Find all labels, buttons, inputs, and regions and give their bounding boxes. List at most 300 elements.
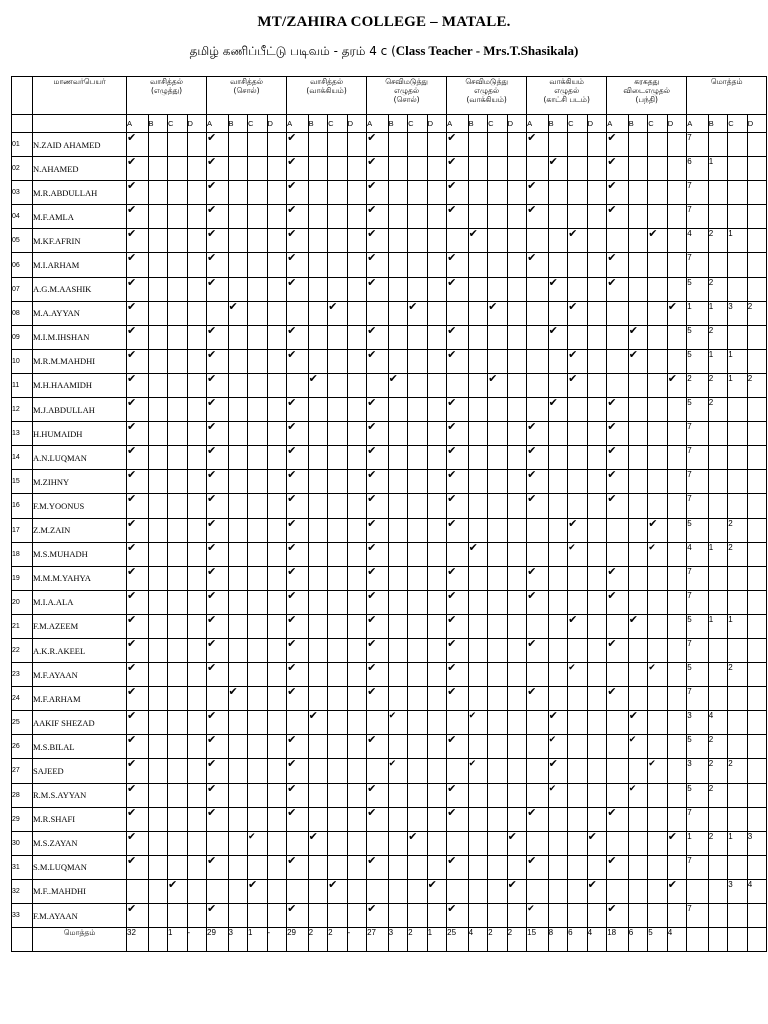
grade-cell (267, 590, 287, 614)
check-mark-icon: ✔ (607, 855, 629, 879)
grade-cell (408, 566, 428, 590)
grade-cell (228, 879, 248, 903)
student-total-cell (687, 879, 709, 903)
student-total-cell (747, 807, 767, 831)
grade-cell (267, 157, 287, 181)
table-row (12, 711, 767, 735)
check-mark-icon: ✔ (127, 711, 149, 735)
grade-letter-header: D (267, 115, 287, 133)
check-mark-icon: ✔ (548, 759, 568, 783)
check-mark-icon: ✔ (527, 566, 549, 590)
student-number: 24 (12, 687, 33, 711)
grade-cell (228, 446, 248, 470)
grade-cell (648, 157, 668, 181)
grade-cell (507, 301, 527, 325)
check-mark-icon: ✔ (287, 277, 309, 301)
grade-cell (308, 301, 328, 325)
grade-cell (168, 494, 188, 518)
grade-cell (488, 349, 508, 373)
totals-label: மொத்தம் (33, 928, 127, 952)
grade-cell (527, 759, 549, 783)
student-number: 07 (12, 277, 33, 301)
check-mark-icon: ✔ (328, 879, 348, 903)
student-total-cell (708, 181, 728, 205)
check-mark-icon: ✔ (127, 542, 149, 566)
check-mark-icon: ✔ (587, 831, 607, 855)
grade-cell (187, 277, 207, 301)
student-name: M.F..MAHDHI (33, 879, 127, 903)
grade-cell (628, 566, 648, 590)
check-mark-icon: ✔ (287, 181, 309, 205)
grade-cell (388, 614, 408, 638)
grade-cell (187, 253, 207, 277)
grade-cell (148, 373, 168, 397)
check-mark-icon: ✔ (568, 663, 588, 687)
grade-cell (207, 687, 229, 711)
column-total-cell: 29 (207, 928, 229, 952)
grade-cell (628, 663, 648, 687)
table-row (12, 855, 767, 879)
check-mark-icon: ✔ (628, 711, 648, 735)
student-total-cell (708, 446, 728, 470)
grade-cell (648, 422, 668, 446)
check-mark-icon: ✔ (207, 325, 229, 349)
check-mark-icon: ✔ (248, 879, 268, 903)
grade-cell (287, 879, 309, 903)
grade-cell (548, 301, 568, 325)
student-name: F.M.YOONUS (33, 494, 127, 518)
check-mark-icon: ✔ (447, 133, 469, 157)
grade-cell (488, 879, 508, 903)
student-total-cell (728, 807, 748, 831)
grade-cell (347, 687, 367, 711)
check-mark-icon: ✔ (127, 687, 149, 711)
grade-letter-header: D (187, 115, 207, 133)
grade-cell (587, 422, 607, 446)
grade-cell (628, 590, 648, 614)
grade-cell (447, 373, 469, 397)
grade-cell (168, 735, 188, 759)
grade-cell (488, 422, 508, 446)
grade-cell (267, 855, 287, 879)
check-mark-icon: ✔ (308, 373, 328, 397)
check-mark-icon: ✔ (287, 759, 309, 783)
grade-cell (248, 422, 268, 446)
check-mark-icon: ✔ (527, 470, 549, 494)
grade-cell (347, 518, 367, 542)
grade-cell (148, 446, 168, 470)
grade-cell (347, 398, 367, 422)
grade-cell (527, 663, 549, 687)
check-mark-icon: ✔ (447, 446, 469, 470)
grade-cell (148, 205, 168, 229)
grade-cell (347, 133, 367, 157)
grade-cell (427, 373, 447, 397)
student-total-cell (728, 446, 748, 470)
grade-cell (568, 157, 588, 181)
student-name: A.N.LUQMAN (33, 446, 127, 470)
skill-group-label-line2: (எழுத்து) (150, 86, 183, 95)
grade-cell (328, 566, 348, 590)
table-row (12, 325, 767, 349)
grade-cell (308, 855, 328, 879)
student-total-cell: 7 (687, 855, 709, 879)
check-mark-icon: ✔ (388, 373, 408, 397)
check-mark-icon: ✔ (228, 687, 248, 711)
grade-cell (187, 711, 207, 735)
grade-cell (568, 566, 588, 590)
grade-cell (328, 687, 348, 711)
check-mark-icon: ✔ (447, 277, 469, 301)
grade-cell (267, 253, 287, 277)
grade-cell (427, 542, 447, 566)
column-total-cell: 15 (527, 928, 549, 952)
grade-cell (228, 831, 248, 855)
check-mark-icon: ✔ (127, 349, 149, 373)
check-mark-icon: ✔ (548, 398, 568, 422)
student-total-cell: 5 (687, 325, 709, 349)
grade-cell (168, 855, 188, 879)
grade-cell (427, 831, 447, 855)
grade-cell (347, 638, 367, 662)
grade-cell (568, 879, 588, 903)
grade-cell (248, 638, 268, 662)
check-mark-icon: ✔ (628, 783, 648, 807)
table-row (12, 373, 767, 397)
grade-cell (408, 470, 428, 494)
student-total-cell (747, 349, 767, 373)
grade-cell (628, 133, 648, 157)
student-total-cell (728, 253, 748, 277)
grade-letter-header: D (507, 115, 527, 133)
check-mark-icon: ✔ (207, 470, 229, 494)
grade-cell (347, 807, 367, 831)
grade-letter-header: D (427, 115, 447, 133)
grade-cell (328, 590, 348, 614)
student-total-cell (728, 590, 748, 614)
grade-cell (667, 133, 687, 157)
student-name: M.R.M.MAHDHI (33, 349, 127, 373)
grade-cell (228, 253, 248, 277)
grade-cell (148, 687, 168, 711)
grade-cell (168, 663, 188, 687)
student-total-cell: 1 (728, 373, 748, 397)
student-total-cell (728, 494, 748, 518)
student-number: 10 (12, 349, 33, 373)
grade-cell (228, 349, 248, 373)
grade-cell (248, 181, 268, 205)
grade-cell (468, 373, 488, 397)
grade-cell (468, 181, 488, 205)
column-total-cell: 27 (367, 928, 389, 952)
check-mark-icon: ✔ (207, 253, 229, 277)
skill-group-label-line1: வாக்கியம் (549, 77, 584, 86)
student-total-cell: 2 (687, 373, 709, 397)
grade-cell (347, 301, 367, 325)
grade-letter-header: A (207, 115, 229, 133)
number-header-cell (12, 77, 33, 115)
table-row (12, 518, 767, 542)
skill-group-label-line2: எழுதல் (474, 86, 500, 95)
grade-cell (168, 422, 188, 446)
grade-cell (308, 349, 328, 373)
check-mark-icon: ✔ (207, 904, 229, 928)
grade-cell (388, 518, 408, 542)
grade-cell (308, 494, 328, 518)
grade-cell (427, 205, 447, 229)
student-name: M.S.BILAL (33, 735, 127, 759)
grade-cell (507, 398, 527, 422)
column-total-cell: 5 (648, 928, 668, 952)
grade-cell (568, 687, 588, 711)
check-mark-icon: ✔ (527, 855, 549, 879)
skill-group-label-line1: வாசித்தல் (230, 77, 264, 86)
grade-cell (168, 301, 188, 325)
grade-cell (408, 277, 428, 301)
student-number: 04 (12, 205, 33, 229)
student-total-cell: 7 (687, 446, 709, 470)
student-total-cell: 2 (728, 542, 748, 566)
grade-cell (568, 470, 588, 494)
check-mark-icon: ✔ (367, 638, 389, 662)
grade-cell (347, 229, 367, 253)
grade-cell (388, 590, 408, 614)
student-total-cell: 5 (687, 518, 709, 542)
student-total-cell: 1 (708, 349, 728, 373)
grade-cell (527, 879, 549, 903)
student-total-cell (747, 904, 767, 928)
grade-cell (148, 422, 168, 446)
total-header: மொத்தம் (687, 77, 767, 115)
header-row-grades (12, 115, 767, 133)
student-total-cell (708, 205, 728, 229)
grade-cell (507, 157, 527, 181)
grade-cell (427, 614, 447, 638)
check-mark-icon: ✔ (648, 518, 668, 542)
grade-cell (548, 373, 568, 397)
check-mark-icon: ✔ (447, 614, 469, 638)
grade-cell (388, 687, 408, 711)
grade-cell (267, 614, 287, 638)
grade-cell (367, 301, 389, 325)
student-total-cell (747, 614, 767, 638)
grade-cell (488, 831, 508, 855)
grade-cell (427, 735, 447, 759)
student-total-cell: 1 (728, 349, 748, 373)
student-total-cell (708, 133, 728, 157)
header-row-groups (12, 77, 767, 115)
student-total-cell (728, 711, 748, 735)
grade-cell (248, 446, 268, 470)
grade-cell (187, 494, 207, 518)
grade-cell (447, 229, 469, 253)
grade-cell (507, 566, 527, 590)
check-mark-icon: ✔ (207, 855, 229, 879)
check-mark-icon: ✔ (568, 349, 588, 373)
student-total-cell: 5 (687, 398, 709, 422)
check-mark-icon: ✔ (527, 807, 549, 831)
grade-cell (347, 711, 367, 735)
grade-cell (148, 904, 168, 928)
check-mark-icon: ✔ (367, 783, 389, 807)
check-mark-icon: ✔ (367, 470, 389, 494)
grade-cell (488, 904, 508, 928)
skill-group-header (207, 77, 287, 115)
grade-cell (427, 759, 447, 783)
grade-cell (408, 590, 428, 614)
check-mark-icon: ✔ (207, 590, 229, 614)
check-mark-icon: ✔ (427, 879, 447, 903)
student-total-cell: 2 (708, 325, 728, 349)
student-total-cell (747, 687, 767, 711)
grade-cell (548, 446, 568, 470)
grade-cell (568, 735, 588, 759)
student-name: M.R.SHAFI (33, 807, 127, 831)
grade-cell (568, 855, 588, 879)
grade-cell (408, 398, 428, 422)
student-name: M.R.ABDULLAH (33, 181, 127, 205)
student-number: 16 (12, 494, 33, 518)
check-mark-icon: ✔ (207, 759, 229, 783)
grade-letter-header: B (468, 115, 488, 133)
check-mark-icon: ✔ (648, 542, 668, 566)
grade-cell (168, 759, 188, 783)
table-row (12, 566, 767, 590)
page-subtitle (0, 43, 768, 60)
grade-cell (347, 566, 367, 590)
grade-cell (587, 470, 607, 494)
student-total-cell: 1 (708, 157, 728, 181)
grade-cell (347, 831, 367, 855)
grade-cell (148, 301, 168, 325)
grade-cell (507, 181, 527, 205)
grade-cell (328, 205, 348, 229)
student-total-cell (747, 494, 767, 518)
grade-cell (127, 879, 149, 903)
table-row (12, 759, 767, 783)
grade-cell (607, 518, 629, 542)
student-name: M.A.AYYAN (33, 301, 127, 325)
check-mark-icon: ✔ (447, 904, 469, 928)
grade-cell (468, 398, 488, 422)
check-mark-icon: ✔ (568, 373, 588, 397)
grade-letter-header: A (447, 115, 469, 133)
column-total-cell: - (187, 928, 207, 952)
grade-cell (148, 470, 168, 494)
grade-cell (607, 301, 629, 325)
grade-cell (408, 807, 428, 831)
grade-cell (347, 879, 367, 903)
student-total-cell: 1 (728, 831, 748, 855)
check-mark-icon: ✔ (287, 590, 309, 614)
grade-cell (587, 373, 607, 397)
student-total-cell (728, 638, 748, 662)
grade-cell (507, 904, 527, 928)
grade-cell (548, 422, 568, 446)
grade-cell (468, 470, 488, 494)
grade-cell (607, 783, 629, 807)
grade-cell (148, 783, 168, 807)
grade-cell (267, 879, 287, 903)
grade-cell (587, 687, 607, 711)
grade-cell (628, 205, 648, 229)
grade-cell (408, 349, 428, 373)
check-mark-icon: ✔ (648, 229, 668, 253)
grade-cell (568, 638, 588, 662)
grade-cell (328, 253, 348, 277)
grade-cell (408, 855, 428, 879)
check-mark-icon: ✔ (287, 398, 309, 422)
grade-cell (187, 614, 207, 638)
grade-cell (228, 663, 248, 687)
check-mark-icon: ✔ (548, 325, 568, 349)
check-mark-icon: ✔ (468, 229, 488, 253)
student-total-cell (708, 663, 728, 687)
check-mark-icon: ✔ (127, 590, 149, 614)
grade-letter-header: C (408, 115, 428, 133)
empty-cell (12, 115, 33, 133)
check-mark-icon: ✔ (367, 663, 389, 687)
grade-cell (667, 398, 687, 422)
grade-cell (267, 518, 287, 542)
grade-cell (388, 807, 408, 831)
check-mark-icon: ✔ (127, 277, 149, 301)
grade-cell (628, 542, 648, 566)
grade-letter-header: D (667, 115, 687, 133)
column-total-cell: 6 (568, 928, 588, 952)
student-name: M.J.ABDULLAH (33, 398, 127, 422)
student-name: H.HUMAIDH (33, 422, 127, 446)
grade-cell (468, 590, 488, 614)
check-mark-icon: ✔ (287, 253, 309, 277)
grade-cell (168, 373, 188, 397)
student-total-cell (708, 590, 728, 614)
grade-cell (667, 205, 687, 229)
check-mark-icon: ✔ (127, 735, 149, 759)
check-mark-icon: ✔ (287, 687, 309, 711)
grade-cell (667, 325, 687, 349)
grade-cell (308, 759, 328, 783)
student-name: M.I.M.IHSHAN (33, 325, 127, 349)
grade-cell (527, 157, 549, 181)
check-mark-icon: ✔ (527, 590, 549, 614)
grade-letter-header: A (687, 115, 709, 133)
grade-cell (527, 229, 549, 253)
column-total-cell: 2 (328, 928, 348, 952)
grade-cell (667, 614, 687, 638)
student-number: 18 (12, 542, 33, 566)
grade-cell (607, 735, 629, 759)
check-mark-icon: ✔ (568, 518, 588, 542)
grade-cell (648, 349, 668, 373)
check-mark-icon: ✔ (207, 566, 229, 590)
check-mark-icon: ✔ (287, 904, 309, 928)
grade-cell (328, 398, 348, 422)
grade-cell (568, 904, 588, 928)
grade-cell (248, 373, 268, 397)
check-mark-icon: ✔ (367, 687, 389, 711)
grade-cell (607, 229, 629, 253)
grade-cell (427, 638, 447, 662)
grade-cell (468, 422, 488, 446)
grade-cell (488, 181, 508, 205)
grade-cell (587, 590, 607, 614)
student-number: 21 (12, 614, 33, 638)
grade-cell (248, 590, 268, 614)
column-total-cell: 1 (248, 928, 268, 952)
check-mark-icon: ✔ (447, 494, 469, 518)
grade-cell (207, 301, 229, 325)
